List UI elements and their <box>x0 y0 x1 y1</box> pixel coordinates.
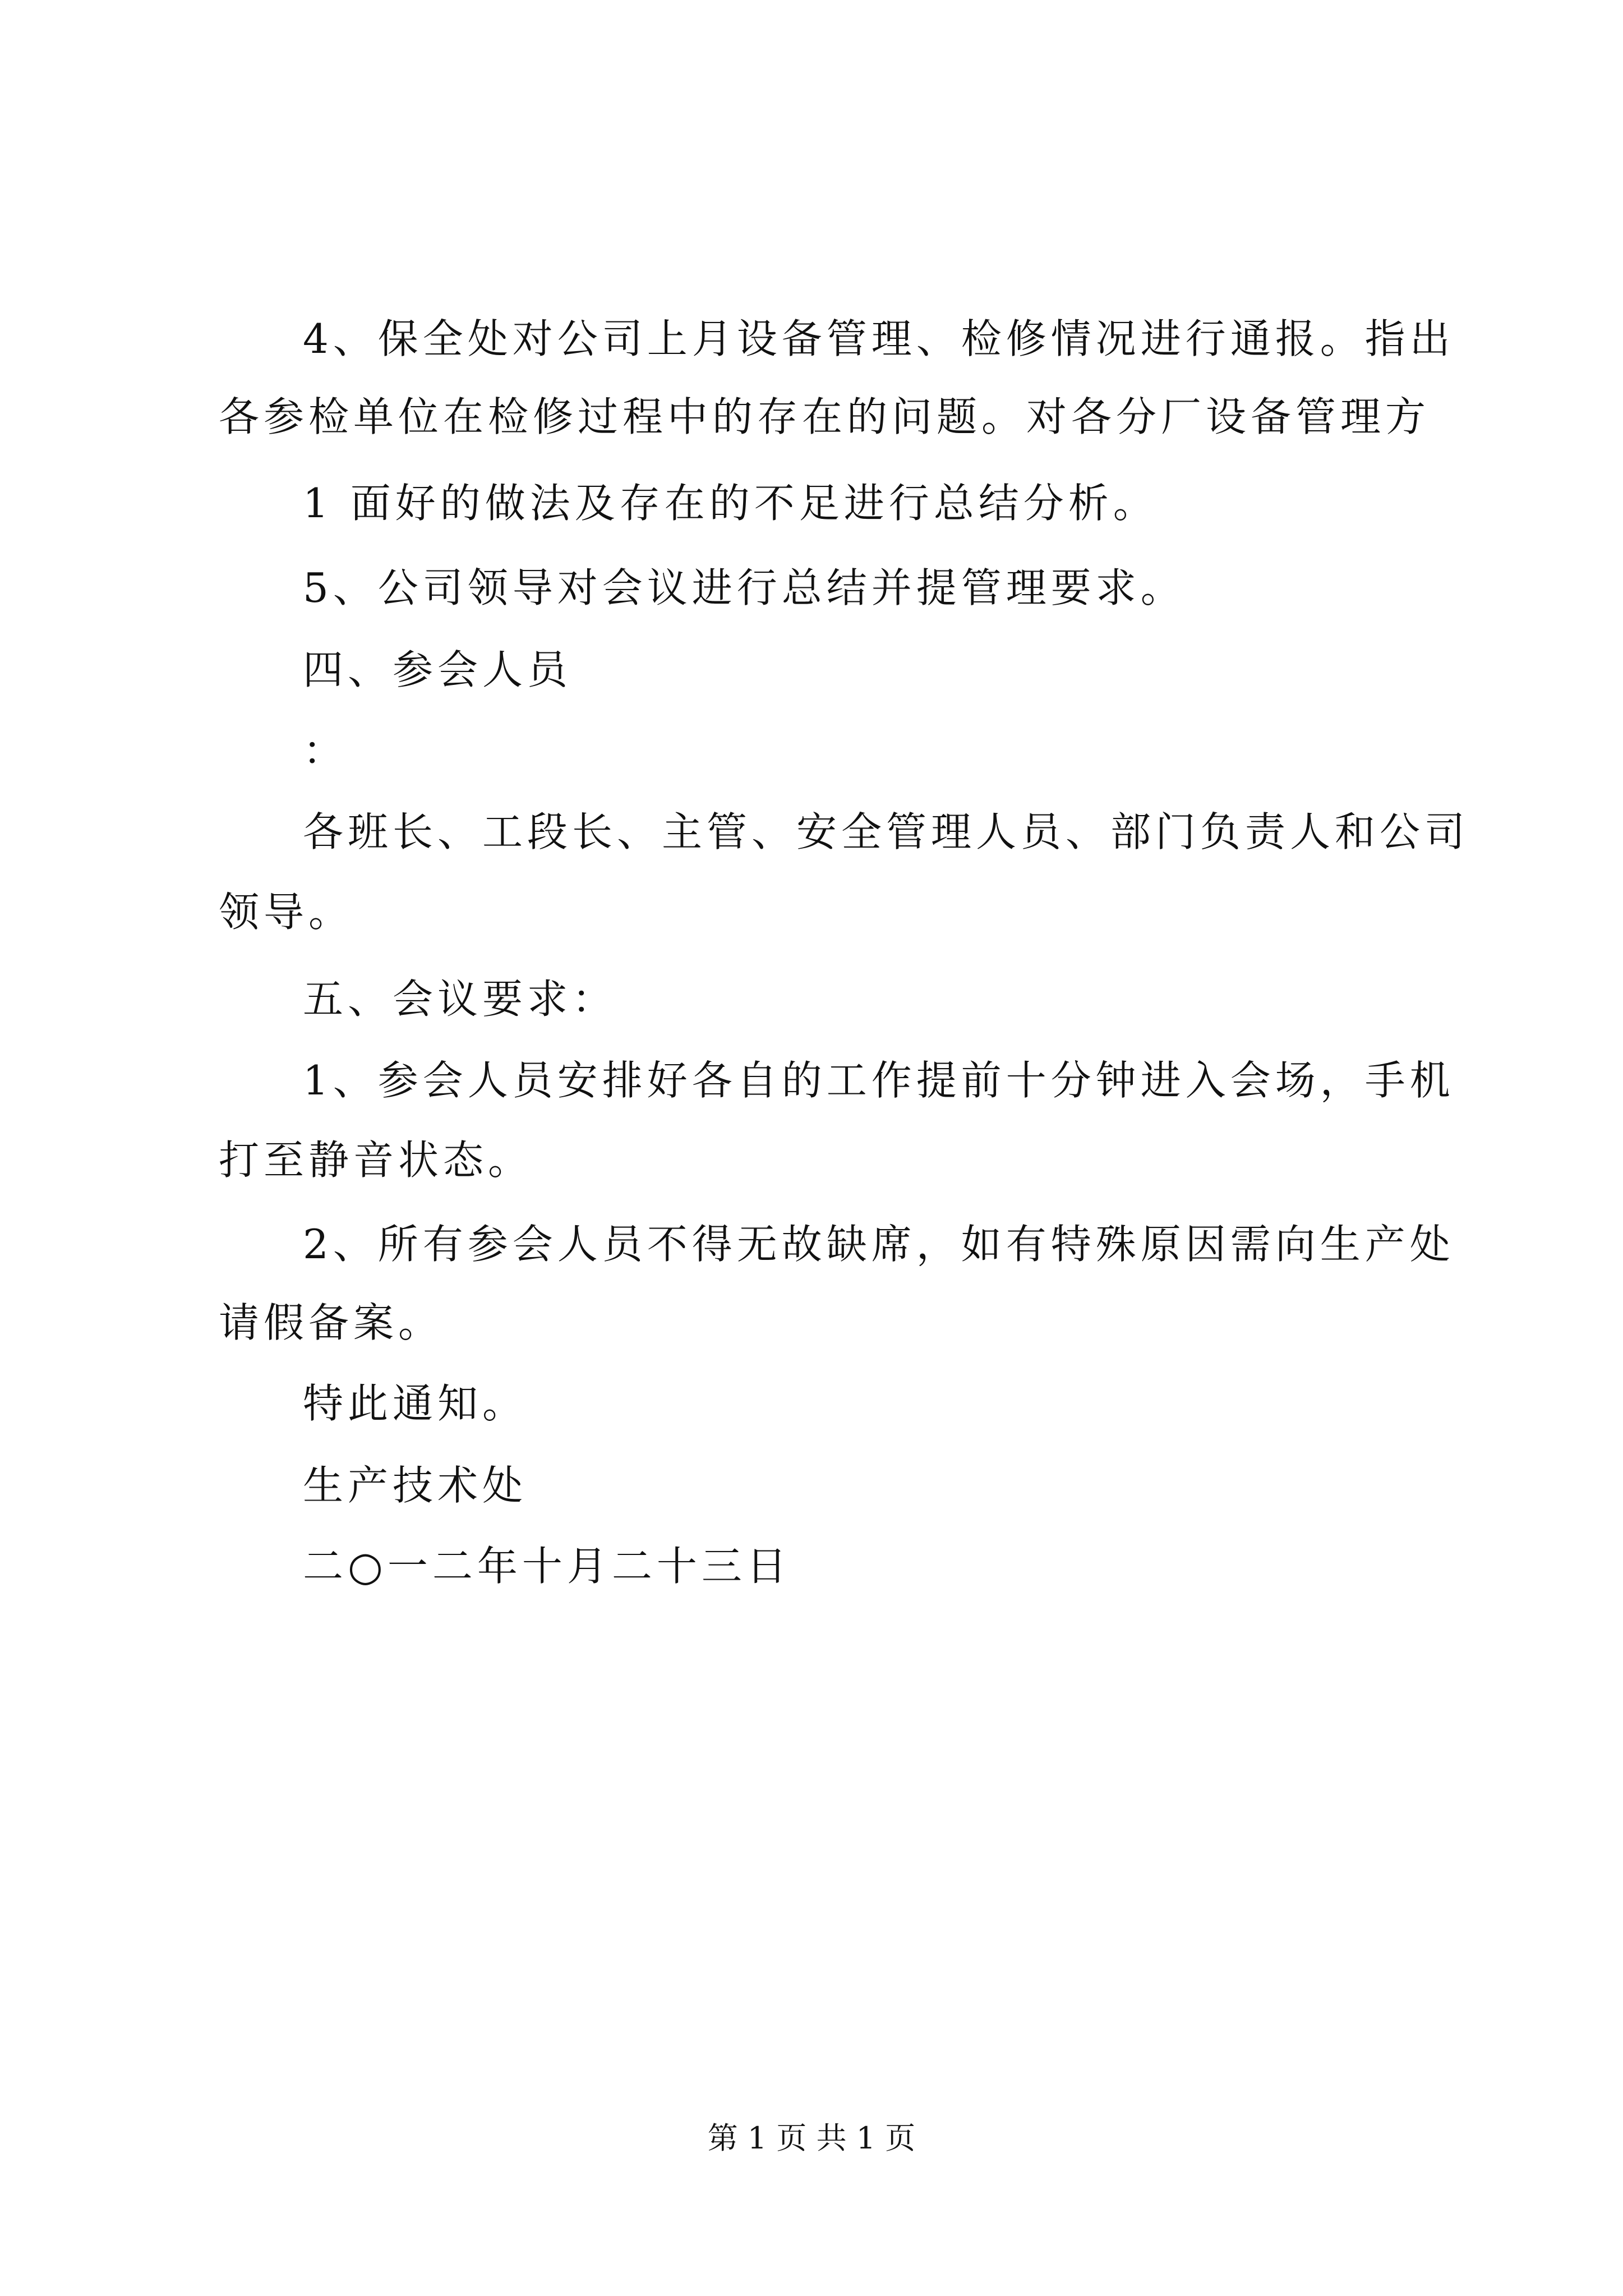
signature-department: 生产技术处 <box>303 1462 528 1509</box>
closing-line: 特此通知。 <box>303 1380 528 1427</box>
paragraph-line: 5、公司领导对会议进行总结并提管理要求。 <box>303 564 1186 611</box>
paragraph-line: 各班长、工段长、主管、安全管理人员、部门负责人和公司 <box>303 808 1470 855</box>
section-heading: 四、参会人员 <box>303 646 573 693</box>
paragraph-line: 1 面好的做法及存在的不足进行总结分析。 <box>303 480 1158 527</box>
page-number-footer: 第 1 页 共 1 页 <box>707 2120 916 2156</box>
paragraph-line: ： <box>303 727 348 774</box>
document-date: 二○一二年十月二十三日 <box>303 1543 791 1590</box>
paragraph-line: 4、保全处对公司上月设备管理、检修情况进行通报。指出 <box>303 315 1455 362</box>
paragraph-line: 2、所有参会人员不得无故缺席，如有特殊原因需向生产处 <box>303 1221 1455 1268</box>
paragraph-line: 打至静音状态。 <box>219 1137 533 1184</box>
paragraph-line: 请假备案。 <box>219 1299 444 1346</box>
paragraph-line: 领导。 <box>219 889 354 936</box>
paragraph-line: 1、参会人员安排好各自的工作提前十分钟进入会场，手机 <box>303 1057 1455 1104</box>
paragraph-line: 各参检单位在检修过程中的存在的问题。对各分厂设备管理方 <box>219 393 1431 440</box>
section-heading: 五、会议要求： <box>303 976 617 1023</box>
